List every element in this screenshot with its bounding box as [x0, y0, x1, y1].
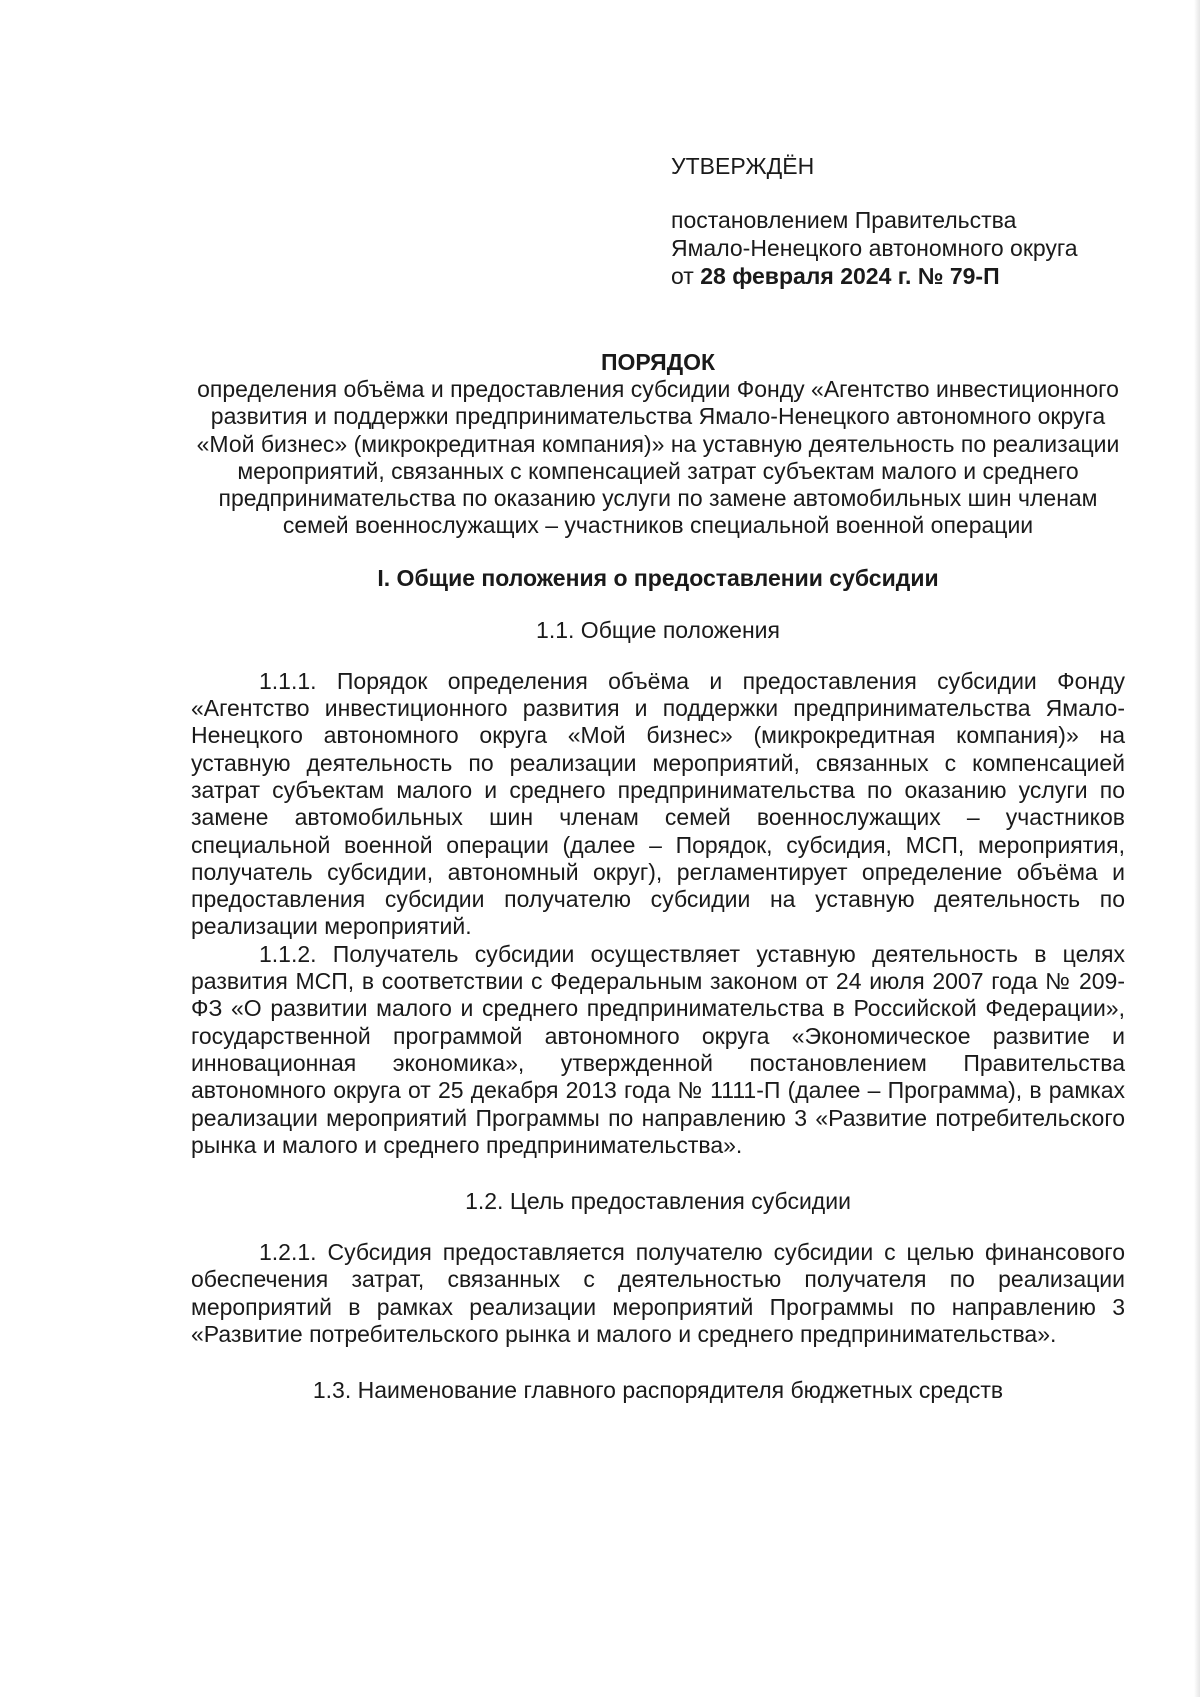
- approval-authority-line2: Ямало-Ненецкого автономного округа: [671, 235, 1078, 261]
- paragraph-1-1-2: 1.1.2. Получатель субсидии осуществляет уставную деятельность в целях развития МСП, в соответствии с Федеральным законом от 24 июля 2007 года № 209-ФЗ «О развитии малого и среднего предпринимательства в Российской Федерации», государственной программой автономного округа «Экономическое развитие и инновационная экономика», утвержденной постановлением Правительства автономного округа от 25 декабря 2013 года № 1111-П (далее – Программа), в рамках реализации мероприятий Программы по направлению 3 «Развитие потребительского рынка и малого и среднего предпринимательства».: [191, 940, 1125, 1158]
- subsection-1-3-heading: 1.3. Наименование главного распорядителя бюджетных средств: [312, 1377, 1004, 1404]
- approval-date-prefix: от: [671, 263, 694, 289]
- approval-stamp: [671, 152, 1141, 290]
- paragraph-1-1-1: 1.1.1. Порядок определения объёма и предоставления субсидии Фонду «Агентство инвестиционного развития и поддержки предпринимательства Ямало-Ненецкого автономного округа «Мой бизнес» (микрокредитная компания)» на уставную деятельность по реализации мероприятий, связанных с компенсацией затрат субъектам малого и среднего предпринимательства по оказанию услуги по замене автомобильных шин членам семей военнослужащих – участников специальной военной операции (далее – Порядок, субсидия, МСП, мероприятия, получатель субсидии, автономный округ), регламентирует определение объёма и предоставления субсидии получателю субсидии на уставную деятельность по реализации мероприятий.: [191, 667, 1125, 940]
- approval-label: УТВЕРЖДЁН: [671, 153, 815, 179]
- approval-date-value: 28 февраля 2024 г. № 79-П: [700, 263, 1000, 289]
- document-subtitle: определения объёма и предоставления субсидии Фонду «Агентство инвестиционного развития и поддержки предпринимательства Ямало-Ненецкого автономного округа «Мой бизнес» (микрокредитная компания)» на уставную деятельность по реализации мероприятий, связанных с компенсацией затрат субъектам малого и среднего предпринимательства по оказанию услуги по замене автомобильных шин членам семей военнослужащих – участников специальной военной операции: [196, 376, 1120, 539]
- document-body: [191, 348, 1125, 1404]
- document-title: ПОРЯДОК: [600, 349, 716, 375]
- subsection-1-1-heading: 1.1. Общие положения: [536, 616, 780, 643]
- approval-authority-line1: постановлением Правительства: [671, 207, 1017, 233]
- section-1-heading: I. Общие положения о предоставлении субсидии: [377, 564, 939, 591]
- paragraph-1-2-1: 1.2.1. Субсидия предоставляется получателю субсидии с целью финансового обеспечения затрат, связанных с деятельностью получателя по реализации мероприятий в рамках реализации мероприятий Программы по направлению 3 «Развитие потребительского рынка и малого и среднего предпринимательства».: [191, 1239, 1125, 1348]
- approval-date-line: [671, 262, 1141, 290]
- scan-edge-shadow: [1194, 0, 1200, 1697]
- subsection-1-2-heading: 1.2. Цель предоставления субсидии: [465, 1188, 851, 1215]
